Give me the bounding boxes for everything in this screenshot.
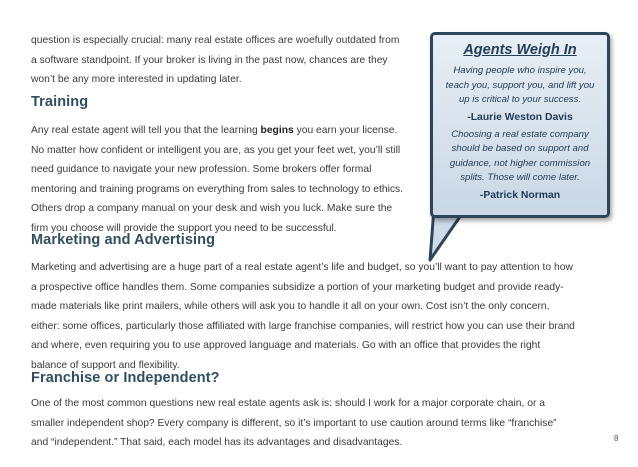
callout-quote-2 — [441, 128, 599, 186]
franchise-line: One of the most common questions new real estate agents ask is: should I work for a major corporate chain, or a — [31, 398, 545, 409]
quote-line: Having people who inspire you, — [453, 65, 587, 76]
marketing-line: Marketing and advertising are a huge part of a real estate agent’s life and budget, so you’ll want to pay attention to how — [31, 262, 573, 273]
training-line-start: Any real estate agent will tell you that the learning — [31, 125, 261, 136]
marketing-line: either: some offices, particularly those affiliated with large franchise companies, will restrict how you can use their brand — [31, 320, 575, 332]
training-line-end: you earn your license. — [293, 125, 398, 136]
callout-quote-1 — [441, 64, 599, 108]
quote-line: guidance, not higher commission — [449, 157, 591, 169]
callout-author-1: -Laurie Weston Davis — [467, 111, 573, 123]
franchise-heading: Franchise or Independent? — [31, 370, 220, 386]
marketing-line: a prospective office handles them. Some companies subsidize a portion of your marketing budget and provide ready- — [31, 281, 564, 293]
intro-line: question is especially crucial: many real estate offices are woefully outdated from — [31, 35, 400, 46]
marketing-paragraph — [31, 258, 575, 375]
callout-author-2: -Patrick Norman — [479, 189, 561, 201]
quote-line: teach you, support you, and lift you — [445, 79, 595, 91]
quote-line: up is critical to your success. — [458, 94, 582, 105]
callout-title: Agents Weigh In — [463, 42, 577, 58]
marketing-line: balance of support and flexibility. — [31, 359, 180, 371]
training-paragraph — [31, 121, 403, 238]
franchise-paragraph — [31, 394, 557, 453]
marketing-heading: Marketing and Advertising — [31, 232, 216, 248]
quote-line: splits. Those will come later. — [460, 172, 580, 183]
intro-line: a software standpoint. If your broker is living in the past now, chances are they — [31, 54, 388, 66]
training-line: mentoring and training programs on everything from sales to technology to ethics. — [31, 183, 404, 195]
training-line: Others drop a company manual on your desk and wish you luck. Make sure the — [31, 203, 393, 214]
training-line: need guidance to navigate your new profession. Some brokers offer formal — [31, 164, 372, 175]
quote-line: should be based on support and — [451, 143, 589, 154]
training-line: No matter how confident or intelligent you are, as you get your feet wet, you’ll still — [31, 144, 401, 156]
intro-paragraph — [31, 31, 399, 90]
franchise-line: and “independent.” That said, each model has its advantages and disadvantages. — [31, 437, 403, 448]
training-heading: Training — [31, 94, 89, 110]
emphasis-begins: begins — [260, 125, 294, 136]
page-number: 8 — [614, 434, 619, 443]
agents-weigh-in-callout — [430, 32, 610, 218]
marketing-line: and where, even requiring you to use approved language and materials. Go with an office that provides the right — [31, 340, 541, 351]
quote-line: Choosing a real estate company — [451, 128, 589, 140]
marketing-line: made materials like print mailers, while others will ask you to handle it all on your own. Cost isn’t the only concern, — [31, 301, 550, 312]
training-line: firm you choose will provide the support you need to be successful. — [31, 222, 337, 234]
franchise-line: smaller independent shop? Every company is different, so it’s important to use caution around terms like “franchise” — [31, 417, 557, 429]
intro-line: won’t be any more interested in updating later. — [31, 74, 242, 85]
